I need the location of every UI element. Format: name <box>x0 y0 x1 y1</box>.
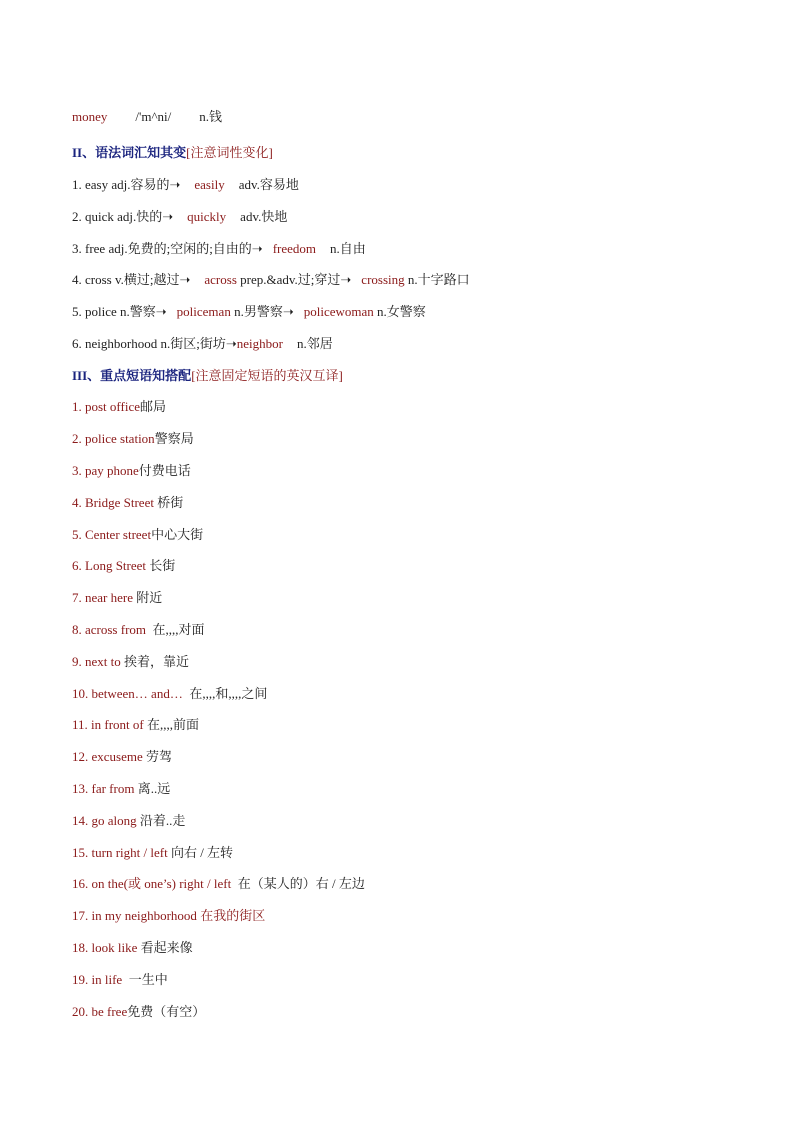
phrase-zh: 中心大街 <box>151 527 204 542</box>
vocab-word: money <box>72 109 108 124</box>
phrase-zh: 长街 <box>149 558 176 573</box>
grammar-suffix: adv.容易地 <box>238 177 299 192</box>
vocab-meaning: n.钱 <box>199 109 223 124</box>
phrase-item <box>72 939 193 957</box>
grammar-answer: freedom <box>272 241 317 256</box>
section-heading-grammar <box>72 144 273 162</box>
vocab-row-money <box>72 108 222 126</box>
phrase-en: 6. Long Street <box>72 558 147 573</box>
grammar-suffix: n.女警察 <box>377 304 426 319</box>
grammar-answer-2: crossing <box>361 272 405 287</box>
grammar-answer: easily <box>194 177 225 192</box>
phrase-zh: 免费（有空） <box>127 1004 206 1019</box>
phrase-zh: 在,,,,前面 <box>146 717 199 732</box>
phrase-en: 9. next to <box>72 654 121 669</box>
phrase-zh: 一生中 <box>128 972 168 987</box>
phrase-item <box>72 462 191 480</box>
phrase-item <box>72 907 265 925</box>
phrase-zh: 向右 / 左转 <box>170 845 234 860</box>
phrase-zh: 劳驾 <box>146 749 173 764</box>
phrase-zh: 桥街 <box>157 495 184 510</box>
phrase-en: 2. police station <box>72 431 155 446</box>
phrase-en: 11. in front of <box>72 717 144 732</box>
phrase-item <box>72 430 194 448</box>
grammar-answer: policeman <box>176 304 231 319</box>
grammar-prefix: 4. cross v.横过;越过➝ <box>72 272 191 287</box>
phrase-en: 13. far from <box>72 781 135 796</box>
phrase-en: 4. Bridge Street <box>72 495 154 510</box>
grammar-mid: prep.&adv.过;穿过➝ <box>240 272 352 287</box>
phrase-zh: 警察局 <box>154 431 194 446</box>
phrase-en: 3. pay phone <box>72 463 139 478</box>
phrase-item <box>72 589 162 607</box>
grammar-item <box>72 303 426 321</box>
phrase-en: 1. post office <box>72 399 140 414</box>
grammar-item <box>72 240 366 258</box>
phrase-zh: 邮局 <box>140 399 167 414</box>
phrase-item <box>72 1003 205 1021</box>
phrase-en: 10. between… and… <box>72 686 183 701</box>
section-heading-phrases <box>72 367 343 385</box>
grammar-mid: n.男警察➝ <box>234 304 294 319</box>
grammar-suffix: n.邻居 <box>296 336 333 351</box>
phrase-zh: 沿着..走 <box>139 813 186 828</box>
vocab-phonetic: /'m^ni/ <box>135 109 172 124</box>
grammar-prefix: 3. free adj.免费的;空闲的;自由的➝ <box>72 241 263 256</box>
grammar-item <box>72 208 287 226</box>
phrase-en: 5. Center street <box>72 527 152 542</box>
phrase-item <box>72 716 199 734</box>
phrase-en: 15. turn right / left <box>72 845 168 860</box>
phrase-en: 8. across from <box>72 622 147 637</box>
section-note: [注意固定短语的英汉互译] <box>191 368 343 383</box>
section-title: II、语法词汇知其变 <box>72 145 187 160</box>
grammar-suffix: adv.快地 <box>240 209 288 224</box>
grammar-answer: neighbor <box>236 336 283 351</box>
phrase-item <box>72 398 166 416</box>
grammar-suffix: n.十字路口 <box>407 272 470 287</box>
grammar-prefix: 6. neighborhood n.街区;街坊➝ <box>72 336 237 351</box>
grammar-prefix: 1. easy adj.容易的➝ <box>72 177 181 192</box>
phrase-en: 18. look like <box>72 940 138 955</box>
phrase-zh: 在（某人的）右 / 左边 <box>237 876 365 891</box>
phrase-item <box>72 844 233 862</box>
phrase-zh: 在我的街区 <box>200 908 266 923</box>
phrase-zh: 挨着，靠近 <box>124 654 190 669</box>
phrase-zh: 付费电话 <box>138 463 191 478</box>
phrase-zh: 在,,,,和,,,,之间 <box>189 686 268 701</box>
phrase-en: 14. go along <box>72 813 137 828</box>
phrase-item <box>72 685 267 703</box>
grammar-prefix: 2. quick adj.快的➝ <box>72 209 174 224</box>
phrase-item <box>72 875 365 893</box>
grammar-prefix: 5. police n.警察➝ <box>72 304 167 319</box>
grammar-suffix: n.自由 <box>330 241 366 256</box>
phrase-en: 12. excuseme <box>72 749 143 764</box>
phrase-en: 16. on the(或 one’s) right / left <box>72 876 232 891</box>
phrase-en: 20. be free <box>72 1004 128 1019</box>
grammar-item <box>72 335 333 353</box>
phrase-item <box>72 557 175 575</box>
grammar-answer: across <box>204 272 237 287</box>
section-note: [注意词性变化] <box>186 145 273 160</box>
phrase-zh: 在,,,,对面 <box>152 622 205 637</box>
phrase-item <box>72 812 185 830</box>
phrase-zh: 离..远 <box>137 781 171 796</box>
grammar-answer: quickly <box>187 209 227 224</box>
phrase-item <box>72 494 183 512</box>
phrase-item <box>72 748 172 766</box>
phrase-en: 19. in life <box>72 972 123 987</box>
phrase-en: 7. near here <box>72 590 133 605</box>
phrase-en: 17. in my neighborhood <box>72 908 197 923</box>
phrase-zh: 看起来像 <box>140 940 193 955</box>
grammar-item <box>72 176 299 194</box>
phrase-item <box>72 621 205 639</box>
grammar-item <box>72 271 470 289</box>
phrase-zh: 附近 <box>136 590 163 605</box>
phrase-item <box>72 653 189 671</box>
phrase-item <box>72 780 170 798</box>
grammar-answer-2: policewoman <box>303 304 374 319</box>
phrase-item <box>72 971 168 989</box>
phrase-item <box>72 526 203 544</box>
section-title: III、重点短语知搭配 <box>72 368 192 383</box>
